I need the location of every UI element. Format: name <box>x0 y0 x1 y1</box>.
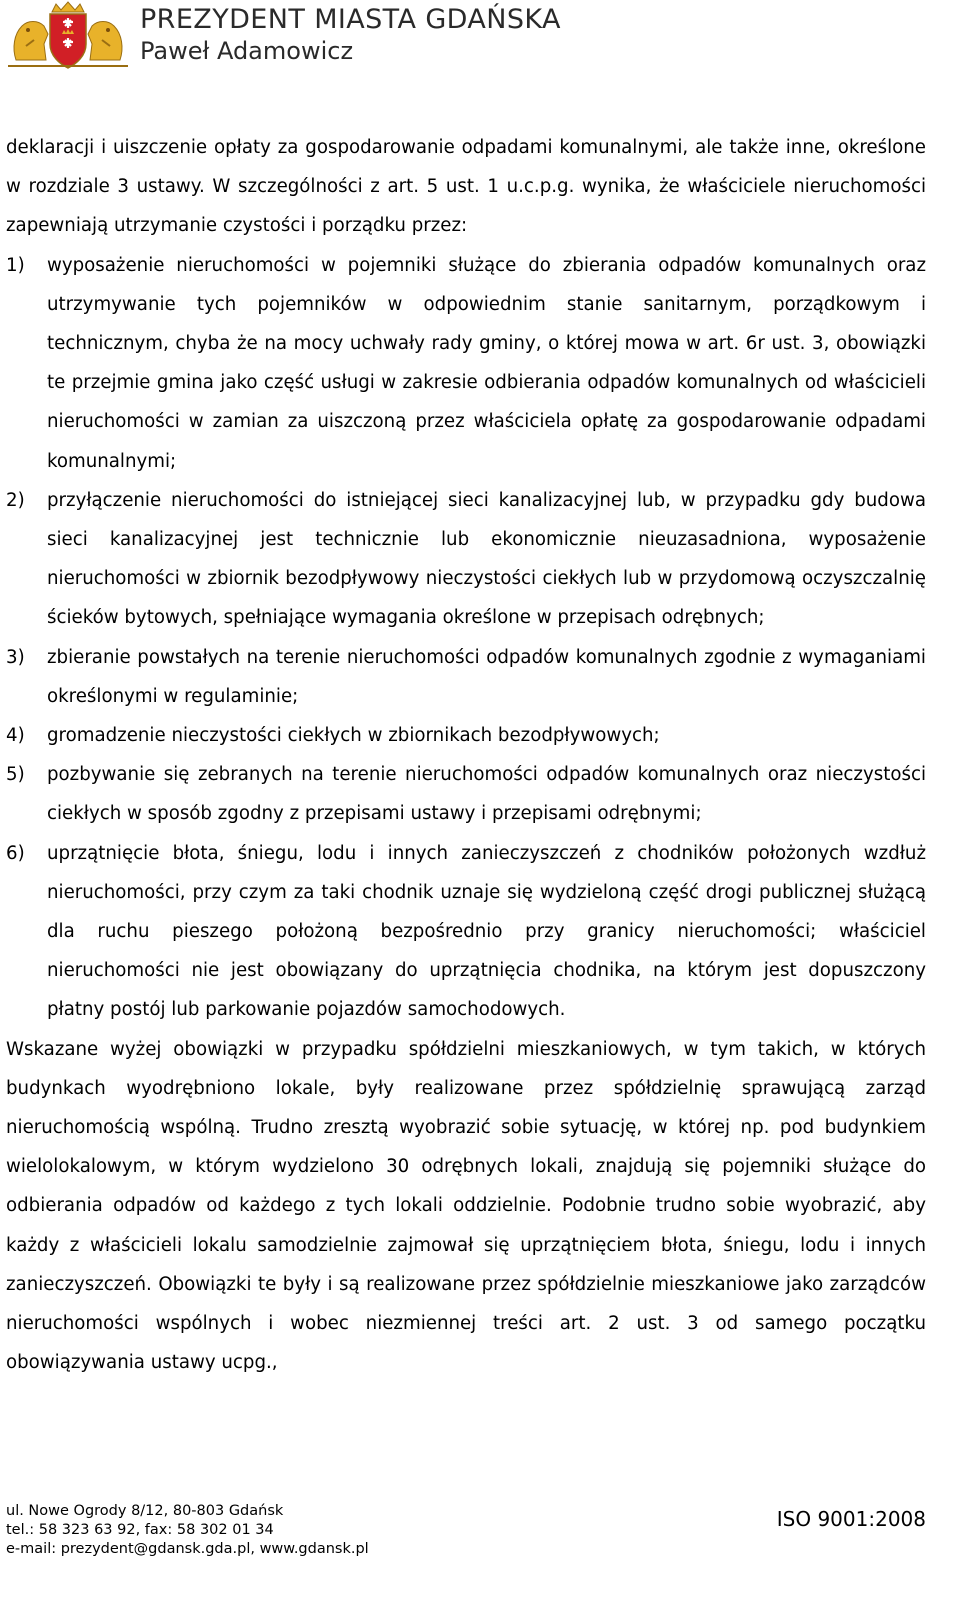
list-item-text: wyposażenie nieruchomości w pojemniki służące do zbierania odpadów komunalnych oraz utrzymywanie tych pojemników w odpowiednim stanie sanitarnym, porządkowym i technicznym, chyba że na mocy uchwały rady gminy, o której mowa w art. 6r ust. 3, obowiązki te przejmie gmina jako część usługi w zakresie odbierania odpadów komunalnych od właścicieli nieruchomości w zamian za uiszczoną przez właściciela opłatę za gospodarowanie odpadami komunalnymi; <box>47 254 926 472</box>
letterhead-subtitle: Paweł Adamowicz <box>140 37 354 65</box>
list-item <box>6 834 926 1030</box>
list-item-number: 1) <box>6 254 25 276</box>
list-item-text: przyłączenie nieruchomości do istniejącej sieci kanalizacyjnej lub, w przypadku gdy budowa sieci kanalizacyjnej jest technicznie lub ekonomicznie nieuzasadniona, wyposażenie nieruchomości w zbiornik bezodpływowy nieczystości ciekłych lub w przydomową oczyszczalnię ścieków bytowych, spełniające wymagania określone w przepisach odrębnych; <box>47 489 926 629</box>
footer-address: ul. Nowe Ogrody 8/12, 80-803 Gdańsk <box>6 1503 284 1519</box>
list-item <box>6 481 926 638</box>
list-item-text: gromadzenie nieczystości ciekłych w zbiornikach bezodpływowych; <box>47 725 660 747</box>
closing-paragraph: Wskazane wyżej obowiązki w przypadku spółdzielni mieszkaniowych, w tym takich, w których budynkach wyodrębniono lokale, były realizowane przez spółdzielnię sprawującą zarząd nieruchomością wspólną. Trudno zresztą wyobrazić sobie sytuację, w której np. pod budynkiem wielolokalowym, w którym wydzielono 30 odrębnych lokali, znajdują się pojemniki służące do odbierania odpadów od każdego z tych lokali oddzielnie. Podobnie trudno sobie wyobrazić, aby każdy z właścicieli lokalu samodzielnie zajmował się uprzątnięciem błota, śniegu, lodu i innych zanieczyszczeń. Obowiązki te były i są realizowane przez spółdzielnie mieszkaniowe jako zarządców nieruchomości wspólnych i wobec niezmiennej treści art. 2 ust. 3 od samego początku obowiązywania ustawy ucpg., <box>6 1038 926 1374</box>
list-item-text: uprzątnięcie błota, śniegu, lodu i innych zanieczyszczeń z chodników położonych wzdłuż nieruchomości, przy czym za taki chodnik uznaje się wydzieloną część drogi publicznej służącą dla ruchu pieszego położoną bezpośrednio przy granicy nieruchomości; właściciel nieruchomości nie jest obowiązany do uprzątnięcia chodnika, na którym jest dopuszczony płatny postój lub parkowanie pojazdów samochodowych. <box>47 842 926 1021</box>
list-item-text: zbieranie powstałych na terenie nieruchomości odpadów komunalnych zgodnie z wymaganiami określonymi w regulaminie; <box>47 646 926 707</box>
list-item-text: pozbywanie się zebranych na terenie nieruchomości odpadów komunalnych oraz nieczystości ciekłych w sposób zgodny z przepisami ustawy i przepisami odrębnymi; <box>47 764 926 825</box>
list-item-number: 5) <box>6 764 25 786</box>
list-item-number: 3) <box>6 646 25 668</box>
list-item <box>6 638 926 716</box>
letterhead-text <box>140 4 561 66</box>
footer-email: e-mail: prezydent@gdansk.gda.pl, www.gdansk.pl <box>6 1541 369 1557</box>
letterhead-title: PREZYDENT MIASTA GDAŃSKA <box>140 4 561 35</box>
list-item-number: 6) <box>6 842 25 864</box>
list-item <box>6 716 926 755</box>
obligations-list <box>6 246 926 1030</box>
gdansk-coat-of-arms-logo <box>4 0 132 70</box>
letterhead-footer <box>6 1502 926 1612</box>
letterhead <box>4 0 954 72</box>
list-item-number: 2) <box>6 489 25 511</box>
intro-paragraph: deklaracji i uiszczenie opłaty za gospodarowanie odpadami komunalnymi, ale także inne, określone w rozdziale 3 ustawy. W szczególności z art. 5 ust. 1 u.c.p.g. wynika, że właściciele nieruchomości zapewniają utrzymanie czystości i porządku przez: <box>6 137 926 237</box>
document-body <box>6 128 926 1383</box>
list-item <box>6 246 926 481</box>
iso-certification: ISO 9001:2008 <box>776 1507 926 1531</box>
list-item <box>6 755 926 833</box>
footer-phone: tel.: 58 323 63 92, fax: 58 302 01 34 <box>6 1522 274 1538</box>
list-item-number: 4) <box>6 725 25 747</box>
